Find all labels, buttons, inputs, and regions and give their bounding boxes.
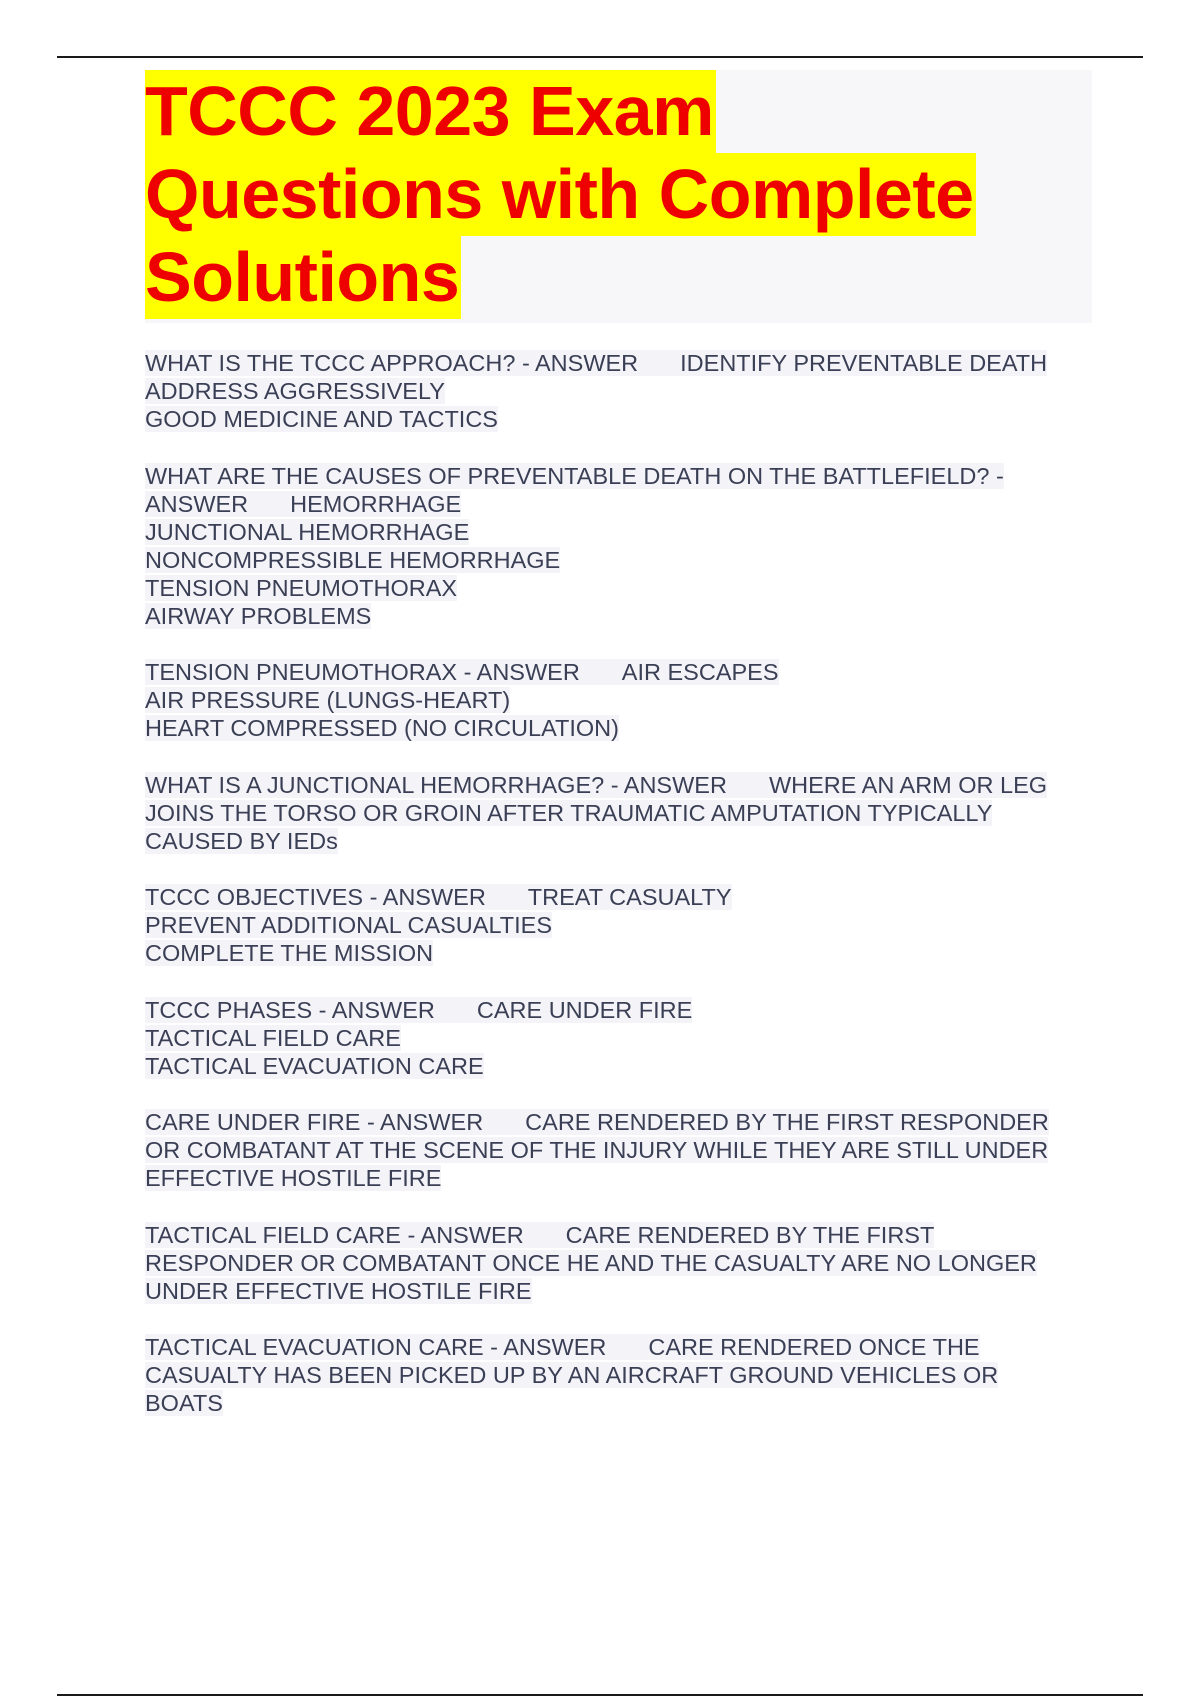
title-block xyxy=(145,70,1092,323)
qa-line-text xyxy=(145,463,1004,489)
qa-line-text xyxy=(145,828,338,854)
line-text: TENSION PNEUMOTHORAX xyxy=(145,574,458,601)
answer-text: AIR ESCAPES xyxy=(621,659,779,685)
question-text: WHAT IS THE TCCC APPROACH? - ANSWER xyxy=(145,350,639,376)
qa-line-text xyxy=(145,715,619,741)
qa-line xyxy=(145,1277,1105,1305)
line-text: RESPONDER OR COMBATANT ONCE HE AND THE CASUALTY ARE NO LONGER xyxy=(145,1249,1037,1276)
line-text: AIR PRESSURE (LUNGS-HEART) xyxy=(145,687,511,713)
qa-line xyxy=(145,1164,1105,1192)
qa-line xyxy=(145,1024,1105,1052)
top-rule xyxy=(57,56,1143,58)
qa-item xyxy=(145,996,1105,1080)
line-text: UNDER EFFECTIVE HOSTILE FIRE xyxy=(145,1277,532,1304)
document-title xyxy=(145,70,1092,319)
qa-line xyxy=(145,1389,1105,1417)
qa-line-text xyxy=(145,1053,484,1079)
qa-line xyxy=(145,1136,1105,1164)
qa-line-text xyxy=(145,1362,998,1388)
qa-line-text xyxy=(145,1390,223,1416)
bottom-rule xyxy=(57,1694,1143,1696)
qa-line-text xyxy=(145,603,371,629)
line-text: WHAT ARE THE CAUSES OF PREVENTABLE DEATH ON THE BATTLEFIELD? - xyxy=(145,462,1004,489)
qa-item xyxy=(145,883,1105,967)
line-text: COMPLETE THE MISSION xyxy=(145,940,434,966)
qa-line xyxy=(145,602,1105,630)
qa-item xyxy=(145,658,1105,742)
title-line-2: Questions with Complete xyxy=(145,153,976,236)
line-text: GOOD MEDICINE AND TACTICS xyxy=(145,406,498,432)
answer-text: CARE RENDERED BY THE FIRST RESPONDER xyxy=(525,1109,1049,1135)
qa-line-text xyxy=(145,912,552,938)
qa-line xyxy=(145,1249,1105,1277)
qa-line-text xyxy=(145,940,433,966)
answer-text: HEMORRHAGE xyxy=(290,490,462,517)
qa-line-text xyxy=(145,687,510,713)
line-text: TACTICAL FIELD CARE xyxy=(145,1024,401,1051)
question-text: TACTICAL EVACUATION CARE - ANSWER xyxy=(145,1334,607,1360)
qa-line-text xyxy=(145,406,498,432)
qa-line xyxy=(145,799,1105,827)
qa-line xyxy=(145,827,1105,855)
line-text: EFFECTIVE HOSTILE FIRE xyxy=(145,1165,442,1191)
qa-line xyxy=(145,1361,1105,1389)
answer-text: CARE RENDERED ONCE THE xyxy=(648,1334,980,1360)
qa-line xyxy=(145,686,1105,714)
qa-line xyxy=(145,518,1105,546)
qa-line-text xyxy=(145,1250,1037,1276)
question-text: ANSWER xyxy=(145,490,249,517)
line-text: NONCOMPRESSIBLE HEMORRHAGE xyxy=(145,546,561,573)
line-text: PREVENT ADDITIONAL CASUALTIES xyxy=(145,912,553,938)
answer-text: WHERE AN ARM OR LEG xyxy=(768,771,1048,798)
qa-line xyxy=(145,377,1105,405)
qa-line xyxy=(145,574,1105,602)
qa-line xyxy=(145,883,1105,911)
qa-line xyxy=(145,349,1105,377)
qa-line-text xyxy=(145,1109,1049,1135)
qa-line xyxy=(145,1221,1105,1249)
qa-line xyxy=(145,714,1105,742)
qa-line-text xyxy=(145,1165,441,1191)
qa-line-text xyxy=(145,1222,934,1248)
qa-line-text xyxy=(145,1025,401,1051)
answer-text: CARE RENDERED BY THE FIRST xyxy=(565,1221,935,1248)
title-line-1: TCCC 2023 Exam xyxy=(145,70,716,153)
qa-line xyxy=(145,658,1105,686)
qa-line xyxy=(145,996,1105,1024)
qa-line-text xyxy=(145,519,469,545)
qa-line-text xyxy=(145,491,461,517)
qa-line-text xyxy=(145,997,692,1023)
question-text: CARE UNDER FIRE - ANSWER xyxy=(145,1109,484,1135)
qa-line xyxy=(145,939,1105,967)
line-text: AIRWAY PROBLEMS xyxy=(145,602,372,629)
qa-item xyxy=(145,1221,1105,1305)
qa-line-text xyxy=(145,547,560,573)
answer-text: TREAT CASUALTY xyxy=(527,884,732,910)
qa-list xyxy=(145,349,1105,1446)
question-text: TACTICAL FIELD CARE - ANSWER xyxy=(145,1221,524,1248)
qa-line-text xyxy=(145,350,1047,376)
qa-line xyxy=(145,405,1105,433)
question-text: TCCC OBJECTIVES - ANSWER xyxy=(145,884,486,910)
question-text: TCCC PHASES - ANSWER xyxy=(145,996,435,1023)
line-text: BOATS xyxy=(145,1390,223,1416)
qa-item xyxy=(145,462,1105,630)
qa-line-text xyxy=(145,378,445,404)
qa-line-text xyxy=(145,1137,1048,1163)
question-text: WHAT IS A JUNCTIONAL HEMORRHAGE? - ANSWER xyxy=(145,771,727,798)
qa-line xyxy=(145,1052,1105,1080)
qa-line xyxy=(145,1333,1105,1361)
qa-line xyxy=(145,546,1105,574)
title-line-3: Solutions xyxy=(145,236,461,319)
qa-item xyxy=(145,1108,1105,1192)
line-text: JOINS THE TORSO OR GROIN AFTER TRAUMATIC AMPUTATION TYPICALLY xyxy=(145,799,993,826)
qa-line-text xyxy=(145,800,992,826)
qa-line xyxy=(145,490,1105,518)
line-text: OR COMBATANT AT THE SCENE OF THE INJURY WHILE THEY ARE STILL UNDER xyxy=(145,1137,1049,1163)
qa-line-text xyxy=(145,884,732,910)
answer-text: IDENTIFY PREVENTABLE DEATH xyxy=(680,350,1048,376)
qa-item xyxy=(145,771,1105,855)
line-text: HEART COMPRESSED (NO CIRCULATION) xyxy=(145,715,619,741)
qa-line-text xyxy=(145,772,1047,798)
line-text: CASUALTY HAS BEEN PICKED UP BY AN AIRCRAFT GROUND VEHICLES OR xyxy=(145,1362,999,1388)
qa-item xyxy=(145,1333,1105,1417)
qa-line-text xyxy=(145,659,779,685)
answer-text: CARE UNDER FIRE xyxy=(476,996,693,1023)
line-text: JUNCTIONAL HEMORRHAGE xyxy=(145,518,470,545)
line-text: CAUSED BY IEDs xyxy=(145,827,338,854)
line-text: TACTICAL EVACUATION CARE xyxy=(145,1052,484,1079)
qa-item xyxy=(145,349,1105,433)
qa-line-text xyxy=(145,1334,980,1360)
qa-line xyxy=(145,911,1105,939)
question-text: TENSION PNEUMOTHORAX - ANSWER xyxy=(145,659,580,685)
qa-line-text xyxy=(145,575,457,601)
qa-line xyxy=(145,1108,1105,1136)
qa-line-text xyxy=(145,1278,532,1304)
qa-line xyxy=(145,771,1105,799)
line-text: ADDRESS AGGRESSIVELY xyxy=(145,378,445,404)
qa-line xyxy=(145,462,1105,490)
